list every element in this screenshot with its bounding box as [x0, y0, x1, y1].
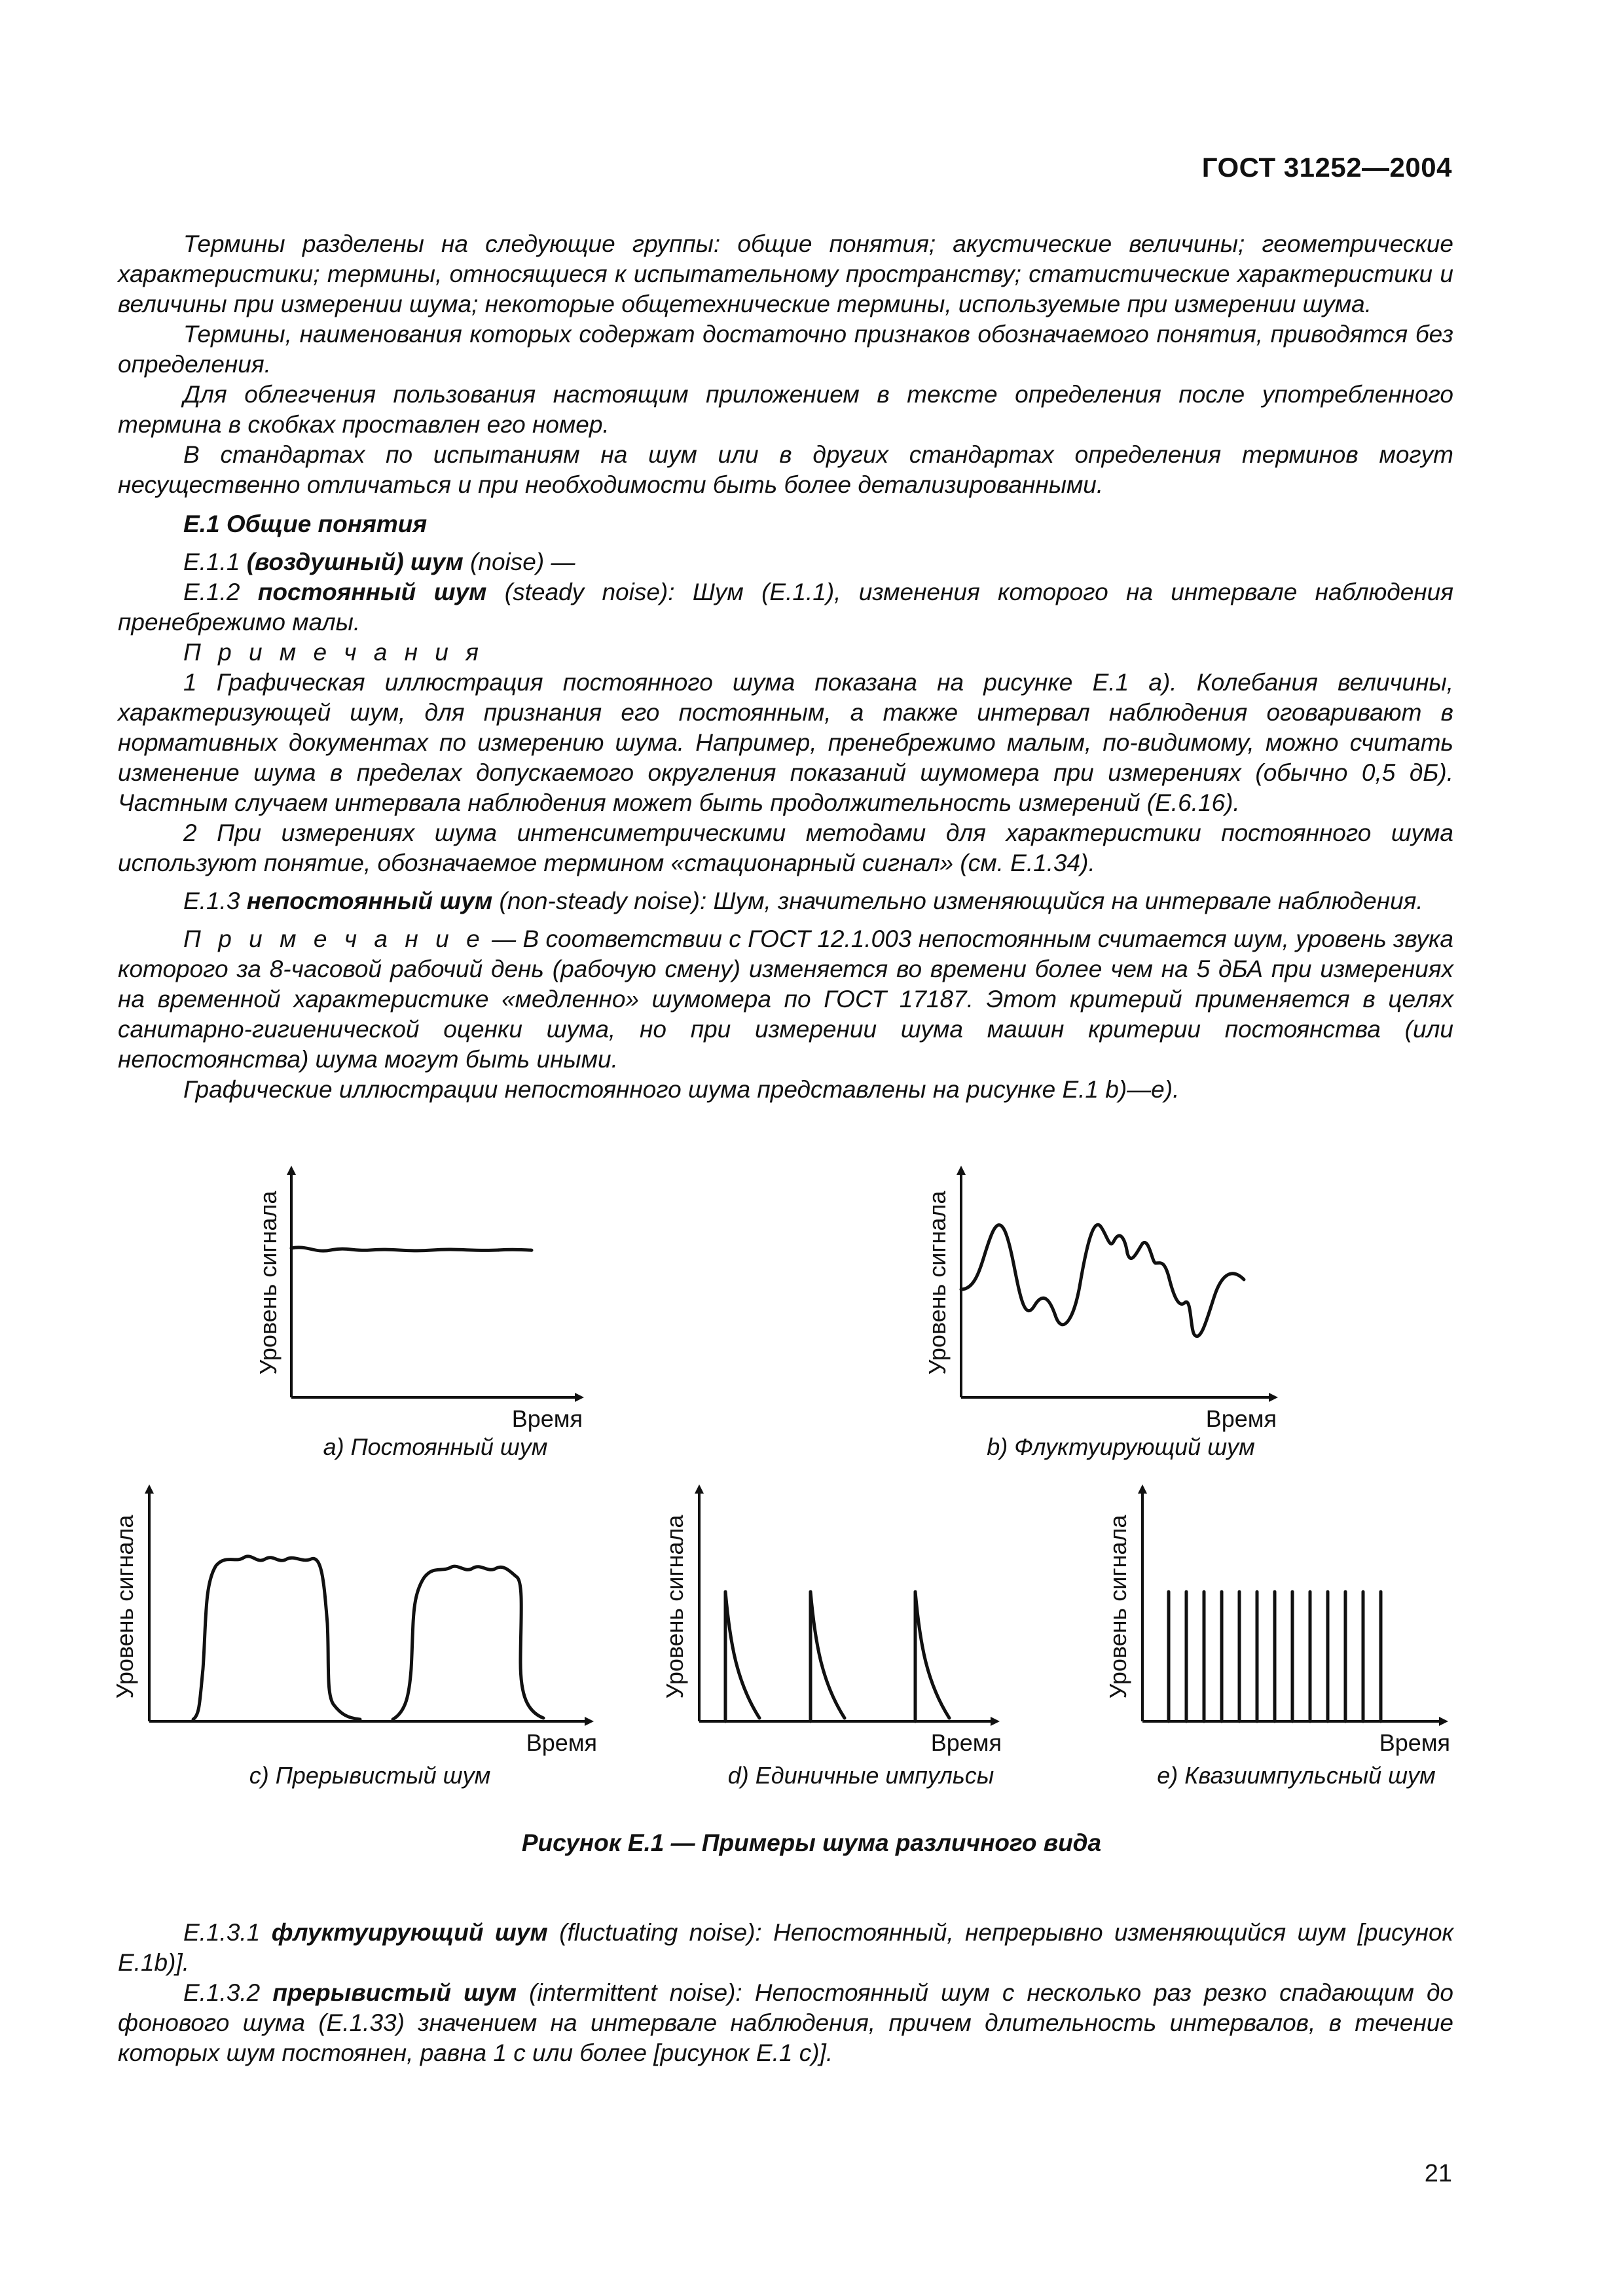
caption-a: а) Постоянный шум: [323, 1433, 548, 1460]
fluctuating-signal: [961, 1225, 1244, 1336]
single-impulse-1: [725, 1592, 759, 1721]
note-3-heading: П р и м е ч а н и е: [183, 925, 485, 952]
panel-a: [255, 1170, 583, 1460]
section-title: Е.1 Общие понятия: [183, 511, 428, 537]
figure-svg: [0, 1126, 1623, 1872]
figure-e1: [0, 1126, 1623, 1872]
x-axis-label: Время: [511, 1405, 583, 1432]
term-english: (fluctuating noise):: [559, 1919, 762, 1946]
x-axis-label: Время: [1205, 1405, 1277, 1432]
term-number: Е.1.1: [183, 548, 240, 575]
panel-d: [661, 1489, 1002, 1789]
intro-paragraph-1: Термины разделены на следующие группы: общие понятия; акустические величины; геометрические характеристики; термины, относящиеся к испытательному пространству; статистические характеристики и величины при измерении шума; некоторые общетехнические термины, используемые при измерении шума.: [118, 230, 1453, 317]
caption-e: e) Квазиимпульсный шум: [1157, 1762, 1436, 1789]
term-name: (воздушный) шум: [246, 548, 464, 575]
term-definition: Шум, значительно изменяющийся на интервале наблюдения.: [713, 888, 1423, 914]
note-3-text: — В соответствии с ГОСТ 12.1.003 непостоянным считается шум, уровень звука которого за 8-часовой рабочий день (рабочую смену) изменяется во времени более чем на 5 дБА при измерениях на временной характеристике «медленно» шумомера по ГОСТ 17187. Этот критерий применяется в целях санитарно-гигиенической оценки шума, но при измерении шума машин критерии постоянства (или непостоянства) шума могут быть иными.: [118, 925, 1454, 1073]
y-axis-label: Уровень сигнала: [661, 1515, 688, 1699]
term-e1132: [118, 1978, 1453, 2068]
steady-signal: [291, 1247, 532, 1251]
y-axis-label: Уровень сигнала: [111, 1515, 138, 1699]
term-definition: Непостоянный, непрерывно изменяющийся шум [рисунок Е.1b)].: [118, 1919, 1454, 1976]
figure-title: Рисунок Е.1 — Примеры шума различного вида: [521, 1829, 1102, 1856]
x-axis-label: Время: [930, 1729, 1002, 1756]
graph-reference: Графические иллюстрации непостоянного шума представлены на рисунке Е.1 b)—e).: [183, 1076, 1180, 1103]
term-e111: [118, 547, 1453, 577]
y-axis-label: Уровень сигнала: [924, 1191, 951, 1375]
term-number: Е.1.2: [183, 579, 240, 605]
panel-b: [924, 1170, 1277, 1460]
single-impulse-3: [915, 1592, 949, 1721]
caption-d: d) Единичные импульсы: [727, 1762, 994, 1789]
caption-c: c) Прерывистый шум: [249, 1762, 491, 1789]
note-2: 2 При измерениях шума интенсиметрическими методами для характеристики постоянного шума используют понятие, обозначаемое термином «стационарный сигнал» (см. Е.1.34).: [118, 819, 1453, 876]
term-english: (steady noise):: [504, 579, 675, 605]
note-3: [118, 924, 1453, 1075]
term-english: (non-steady noise):: [499, 888, 707, 914]
term-english: (intermittent noise):: [529, 1979, 742, 2006]
body-text-bottom: [118, 1918, 1453, 2068]
intro-paragraph-2: Термины, наименования которых содержат достаточно признаков обозначаемого понятия, приводятся без определения.: [118, 321, 1453, 378]
notes-heading: [118, 637, 1453, 668]
single-impulse-2: [811, 1592, 845, 1721]
x-axis-label: Время: [1379, 1729, 1450, 1756]
term-english: (noise) —: [470, 548, 575, 575]
term-name: постоянный шум: [257, 579, 487, 605]
panel-c: [111, 1489, 597, 1789]
caption-b: b) Флуктуирующий шум: [987, 1433, 1255, 1460]
term-definition: Шум (Е.1.1), изменения которого на интервале наблюдения пренебрежимо малы.: [118, 579, 1453, 636]
notes-heading-text: П р и м е ч а н и я: [183, 639, 484, 666]
term-e113: [118, 886, 1453, 916]
term-definition: Непостоянный шум с несколько раз резко спадающим до фонового шума (Е.1.33) значением на интервале наблюдения, причем длительность интервалов, в течение которых шум постоянен, равна 1 с или более [рисунок Е.1 c)].: [118, 1979, 1453, 2066]
term-number: Е.1.3: [183, 888, 240, 914]
term-number: Е.1.3.2: [183, 1979, 261, 2006]
intro-paragraph-3: Для облегчения пользования настоящим приложением в тексте определения после употребленного термина в скобках проставлен его номер.: [118, 381, 1453, 438]
note-1: 1 Графическая иллюстрация постоянного шума показана на рисунке Е.1 a). Колебания величины, характеризующей шум, для признания его постоянным, а также интервал наблюдения оговаривают в нормативных документах по измерению шума. Например, пренебрежимо малым, по-видимому, можно считать изменение шума в пределах допускаемого округления показаний шумомера при измерениях (обычно 0,5 дБ). Частным случаем интервала наблюдения может быть продолжительность измерений (Е.6.16).: [118, 669, 1453, 816]
term-number: Е.1.3.1: [183, 1919, 261, 1946]
term-name: прерывистый шум: [272, 1979, 517, 2006]
x-axis-label: Время: [526, 1729, 597, 1756]
body-text-top: [118, 229, 1453, 1105]
term-e112: [118, 577, 1453, 637]
intermittent-pulse-1: [193, 1556, 360, 1719]
intro-paragraph-4: В стандартах по испытаниям на шум или в других стандартах определения терминов могут несущественно отличаться и при необходимости быть более детализированными.: [118, 441, 1453, 498]
intermittent-pulse-2: [393, 1566, 543, 1719]
panel-e: [1104, 1489, 1450, 1789]
term-name: непостоянный шум: [246, 888, 493, 914]
quasi-impulse-bars: [1169, 1592, 1381, 1721]
y-axis-label: Уровень сигнала: [1104, 1515, 1131, 1699]
term-name: флуктуирующий шум: [271, 1919, 548, 1946]
term-e1131: [118, 1918, 1453, 1978]
standard-header: ГОСТ 31252—2004: [1201, 152, 1452, 183]
y-axis-label: Уровень сигнала: [255, 1191, 282, 1375]
page-number: 21: [1424, 2160, 1452, 2187]
